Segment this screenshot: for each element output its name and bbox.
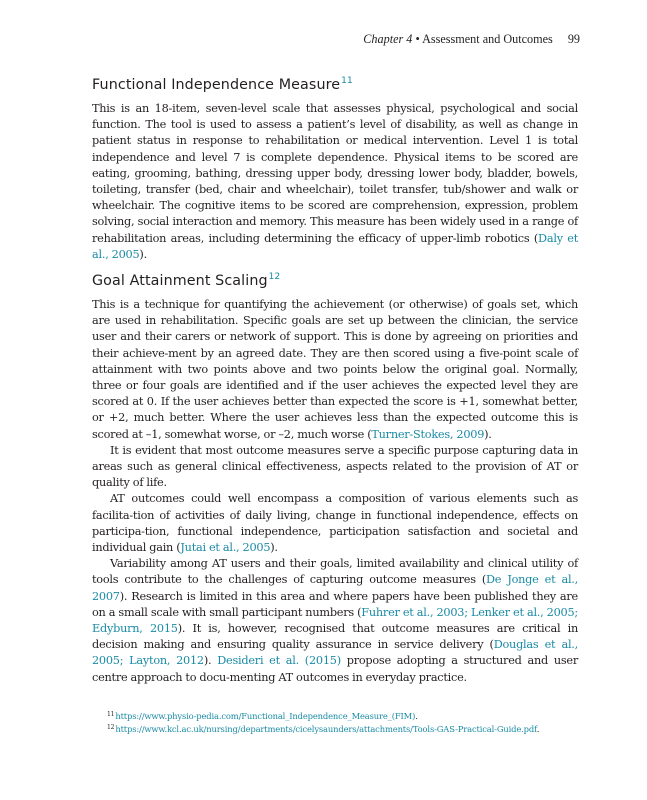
page-number: 99 (567, 32, 580, 46)
fim-heading-text: Functional Independence Measure (92, 77, 341, 93)
fim-paragraph (92, 101, 578, 263)
footnote-ref-12[interactable]: 12 (268, 272, 281, 282)
citation-link[interactable]: Douglas et al., 2005; Layton, 2012 (92, 638, 578, 668)
footnote-url[interactable]: https://www.kcl.ac.uk/nursing/departments/cicelysaunders/attachments/Tools-GAS-Practical-Guide.pdf (115, 724, 537, 734)
footnote-url[interactable]: https://www.physio-pedia.com/Functional_Independence_Measure_(FIM) (115, 711, 416, 721)
citation-link[interactable]: Fuhrer et al., 2003; Lenker et al., 2005; Edyburn, 2015 (92, 605, 578, 636)
footnote-12 (107, 722, 587, 735)
text-run: ). (484, 427, 492, 441)
text-run: ). (270, 541, 278, 555)
section-title: Assessment and Outcomes (422, 32, 553, 46)
text-run: AT outcomes could well encompass a composition of various elements such as facilita-tion of activities of daily living, change in functional independence, effects on participa-tion, functional independence, participation satisfaction and societal and individual gain ( (92, 492, 578, 555)
fim-paragraph-text (92, 101, 578, 263)
gas-body (92, 297, 578, 686)
footnote-end: . (415, 711, 418, 721)
gas-paragraph-2: It is evident that most outcome measures serve a specific purpose capturing data in areas such as general clinical effectiveness, aspects related to the provision of AT or quality of life. (92, 443, 578, 490)
fim-heading (92, 76, 578, 93)
citation-link[interactable]: Daly et al., 2005 (92, 231, 579, 261)
footnote-number: 11 (107, 711, 115, 718)
citation-link[interactable]: Turner-Stokes, 2009 (371, 427, 485, 441)
text-run: This is a technique for quantifying the achievement (or otherwise) of goals set, which are used in rehabilitation. Specific goals are set up between the clinician, the service user and their carers or network of support. This is done by agreeing on priorities and their achieve-ment by an agreed date. They are then scored using a five-point scale of attainment with two points above and two points below the original goal. Normally, three or four goals are identified and if the user achieves the expected level they are scored at 0. If the user achieves better than expected the score is +1, somewhat better, or +2, much better. Where the user achieves less than the expected outcome this is scored at –1, somewhat worse, or –2, much worse ( (92, 298, 578, 441)
gas-heading-text: Goal Attainment Scaling (92, 273, 268, 289)
gas-paragraph-3 (92, 491, 578, 556)
footnote-end: . (536, 724, 540, 734)
text-run: ). Research is limited in this area and where papers have been published they are on a small scale with small participant numbers ( (92, 589, 578, 619)
citation-link[interactable]: Desideri et al. (2015) (217, 654, 341, 668)
gas-paragraph-4 (92, 556, 578, 686)
chapter-label: Chapter 4 (363, 32, 413, 46)
text-run: This is an 18-item, seven-level scale that assesses physical, psychological and social function. The tool is used to assess a patient’s level of disability, as well as change in patient status in response to rehabilitation or medical intervention. Level 1 is total independence and level 7 is complete dependence. Physical items to be scored are eating, grooming, bathing, dressing upper body, dressing lower body, bladder, bowels, toileting, transfer (bed, chair and wheelchair), toilet transfer, tub/shower and walk or wheelchair. The cognitive items to be scored are comprehension, expression, problem solving, social interaction and memory. This measure has been widely used in a range of rehabilitation areas, including determining the efficacy of upper-limb robotics ( (92, 102, 578, 245)
gas-heading (92, 272, 578, 289)
gas-paragraph-1 (92, 297, 578, 443)
footnote-ref-11[interactable]: 11 (341, 76, 353, 86)
running-head-bullet: • (415, 32, 420, 46)
text-run: Variability among AT users and their goals, limited availability and clinical utility of tools contribute to the challenges of capturing outcome measures ( (92, 557, 578, 587)
text-run: propose adopting a structured and user centre approach to docu-menting AT outcomes in everyday practice. (92, 654, 578, 684)
footnotes (107, 709, 587, 735)
text-run: ). (139, 247, 147, 261)
footnote-11 (107, 709, 587, 722)
fim-section (92, 76, 578, 93)
gas-section (92, 272, 578, 289)
citation-link[interactable]: Jutai et al., 2005 (180, 541, 271, 555)
text-run: ). It is, however, recognised that outcome measures are critical in decision making and ensuring quality assurance in service delivery ( (92, 622, 578, 652)
citation-link[interactable]: De Jonge et al., 2007 (92, 573, 578, 603)
text-run: ). (203, 654, 218, 668)
running-head (363, 32, 580, 47)
footnote-number: 12 (107, 724, 115, 731)
